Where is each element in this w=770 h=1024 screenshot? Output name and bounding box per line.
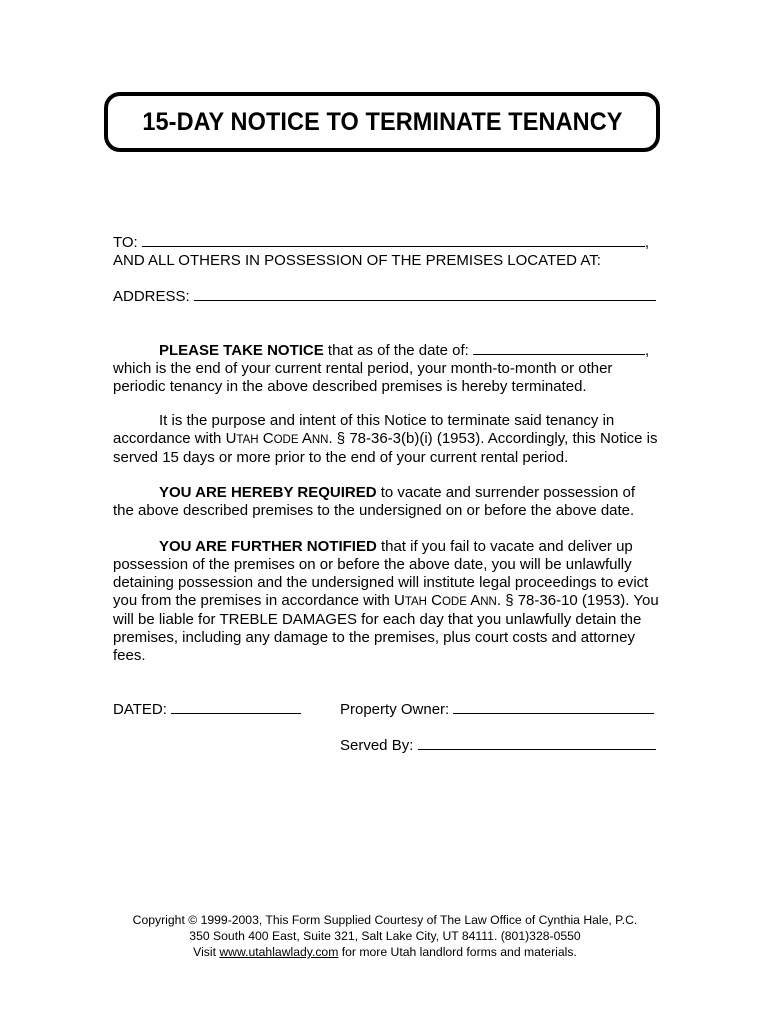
to-line: [113, 232, 659, 270]
footer-link[interactable]: www.utahlawlady.com: [219, 945, 339, 959]
to-suffix: ,: [644, 234, 650, 251]
notice-rest: which is the end of your current rental period, your month-to-month or other periodic tenancy in the above described premises is hereby terminated.: [113, 360, 613, 395]
address-line: [113, 286, 659, 306]
purpose-c: C: [258, 430, 274, 447]
footer-address: 350 South 400 East, Suite 321, Salt Lake City, UT 84111. (801)328-0550: [189, 929, 581, 943]
others-line: AND ALL OTHERS IN POSSESSION OF THE PREMISES LOCATED AT:: [113, 252, 601, 269]
notified-c: C: [426, 592, 442, 609]
served-blank[interactable]: [418, 735, 656, 750]
notified-lead: that if you fail to vacate and deliver up possession of the premises on or before the above date, you will be unlawfully detaining possession and the undersigned will institute legal proceedings to evict you from the premises in accordance with: [113, 538, 649, 609]
notified-bold: YOU ARE FURTHER NOTIFIED: [159, 538, 377, 555]
required-rest: to vacate and surrender possession of the above described premises to the undersigned on or before the above date.: [113, 484, 636, 519]
purpose-a: A: [298, 430, 312, 447]
to-blank[interactable]: [142, 232, 645, 247]
purpose-lead: It is the purpose and intent of this Notice to terminate said tenancy in accordance with: [113, 412, 615, 447]
paragraph-notified: [113, 538, 659, 665]
served-label: Served By:: [340, 737, 414, 754]
to-label: TO:: [113, 234, 138, 251]
notice-suffix: ,: [645, 342, 650, 359]
footer-visit-lead: Visit: [193, 945, 220, 959]
notified-u: U: [393, 592, 405, 609]
notified-rest: . § 78-36-10 (1953). You will be liable for TREBLE DAMAGES for each day that you unlawfully detain the premises, including any damage to the premises, plus court costs and attorney fees.: [113, 592, 659, 664]
dated-label: DATED:: [113, 701, 167, 718]
paragraph-required: [113, 484, 659, 520]
title-box: [104, 92, 660, 152]
owner-label: Property Owner:: [340, 701, 450, 718]
notified-tah: TAH: [404, 596, 427, 608]
footer-copyright: Copyright © 1999-2003, This Form Supplied Courtesy of The Law Office of Cynthia Hale, P.C.: [132, 913, 638, 927]
address-label: ADDRESS:: [113, 288, 190, 305]
dated-blank[interactable]: [171, 699, 301, 714]
date-blank[interactable]: [473, 340, 645, 355]
purpose-tah: TAH: [236, 434, 259, 446]
paragraph-purpose: [113, 412, 659, 467]
purpose-u: U: [225, 430, 237, 447]
document-title: 15-DAY NOTICE TO TERMINATE TENANCY: [141, 107, 623, 136]
footer-visit-rest: for more Utah landlord forms and materials.: [338, 945, 577, 959]
notified-nn: NN: [480, 596, 497, 608]
footer-visit: [90, 944, 680, 960]
purpose-rest: . § 78-36-3(b)(i) (1953). Accordingly, this Notice is served 15 days or more prior to the end of your current rental period.: [113, 430, 658, 466]
owner-line: [340, 699, 654, 719]
purpose-nn: NN: [311, 434, 329, 446]
owner-blank[interactable]: [453, 699, 654, 714]
notice-lead: that as of the date of:: [323, 342, 474, 359]
served-line: [340, 735, 656, 755]
address-blank[interactable]: [194, 286, 656, 301]
notified-a: A: [466, 592, 481, 609]
dated-line: [113, 699, 301, 719]
notified-ode: ODE: [441, 596, 467, 608]
notice-bold: PLEASE TAKE NOTICE: [159, 342, 324, 359]
required-bold: YOU ARE HEREBY REQUIRED: [159, 484, 377, 501]
footer: [90, 912, 680, 960]
purpose-ode: ODE: [273, 434, 299, 446]
paragraph-notice: [113, 340, 659, 396]
